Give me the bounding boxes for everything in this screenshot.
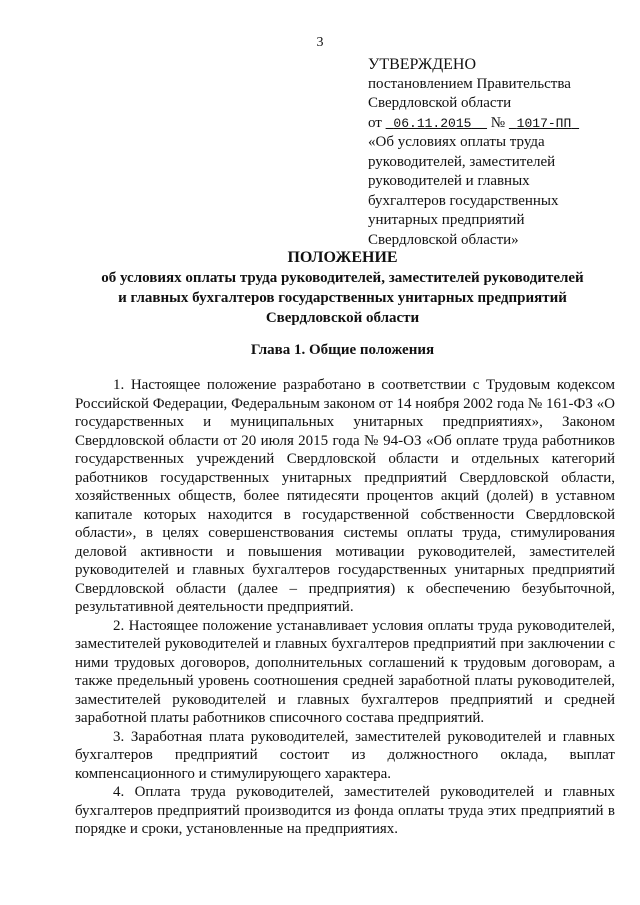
approval-title-line: унитарных предприятий xyxy=(368,212,525,228)
approval-title-line: руководителей, заместителей xyxy=(368,153,556,170)
paragraph: 2. Настоящее положение устанавливает условия оплаты труда руководителей, заместителей руководителей и главных бухгалтеров предприятий при заключении с ними трудовых договоров, дополнительных соглашений к трудовым договорам, а также предельный уровень соотношения средней заработной платы руководителей, заместителей руководителей и главных бухгалтеров предприятий и средней заработной платы работников списочного состава предприятий. xyxy=(75,617,615,726)
document-subtitle-line: об условиях оплаты труда руководителей, заместителей руководителей xyxy=(101,270,584,286)
page-number: 3 xyxy=(316,35,324,50)
chapter-title: Глава 1. Общие положения xyxy=(250,342,435,358)
approval-title-line: Свердловской области» xyxy=(368,231,519,248)
approval-title-line: «Об условиях оплаты труда xyxy=(368,134,545,150)
approval-date: 06.11.2015 xyxy=(393,115,472,131)
approval-line: Свердловской области xyxy=(368,95,512,111)
document-subtitle-line: Свердловской области xyxy=(265,310,420,326)
paragraph: 1. Настоящее положение разработано в соответствии с Трудовым кодексом Российской Федерации, Федеральным законом от 14 ноября 2002 года № 161-ФЗ «О государственных и муниципальных унитарных предприятиях», Законом Свердловской области от 20 июля 2015 года № 94-ОЗ «Об оплате труда работников государственных учреждений Свердловской области и отдельных категорий работников государственных унитарных предприятий Свердловской области, хозяйственных обществ, более пятидесяти процентов акций (долей) в уставном капитале которых находится в государственной собственности Свердловской области», в целях совершенствования системы оплаты труда, стимулирования деловой активности и повышения мотивации руководителей, заместителей руководителей и главных бухгалтеров государственных унитарных предприятий Свердловской области (далее – предприятия) к обеспечению безубыточной, результативной деятельности предприятий. xyxy=(75,377,615,615)
approval-stamp: УТВЕРЖДЕНО xyxy=(368,56,477,73)
approval-title-line: бухгалтеров государственных xyxy=(368,192,559,209)
number-label: № xyxy=(490,114,506,131)
approval-number: 1017-ПП xyxy=(516,115,572,131)
approval-block xyxy=(368,55,618,250)
approval-line: постановлением Правительства xyxy=(368,75,571,92)
approval-title-line: руководителей и главных xyxy=(368,173,530,189)
approval-date-number xyxy=(368,114,618,134)
document-subtitle-line: и главных бухгалтеров государственных унитарных предприятий xyxy=(118,290,567,306)
document-title-block xyxy=(70,248,615,328)
document-body xyxy=(75,376,615,839)
paragraph: 4. Оплата труда руководителей, заместителей руководителей и главных бухгалтеров предприятий производится из фонда оплаты труда этих предприятий в порядке и сроки, установленные на предприятиях. xyxy=(75,784,615,837)
paragraph: 3. Заработная плата руководителей, заместителей руководителей и главных бухгалтеров предприятий состоит из должностного оклада, выплат компенсационного и стимулирующего характера. xyxy=(75,728,615,782)
document-title: ПОЛОЖЕНИЕ xyxy=(287,249,398,266)
from-label: от xyxy=(368,114,382,131)
